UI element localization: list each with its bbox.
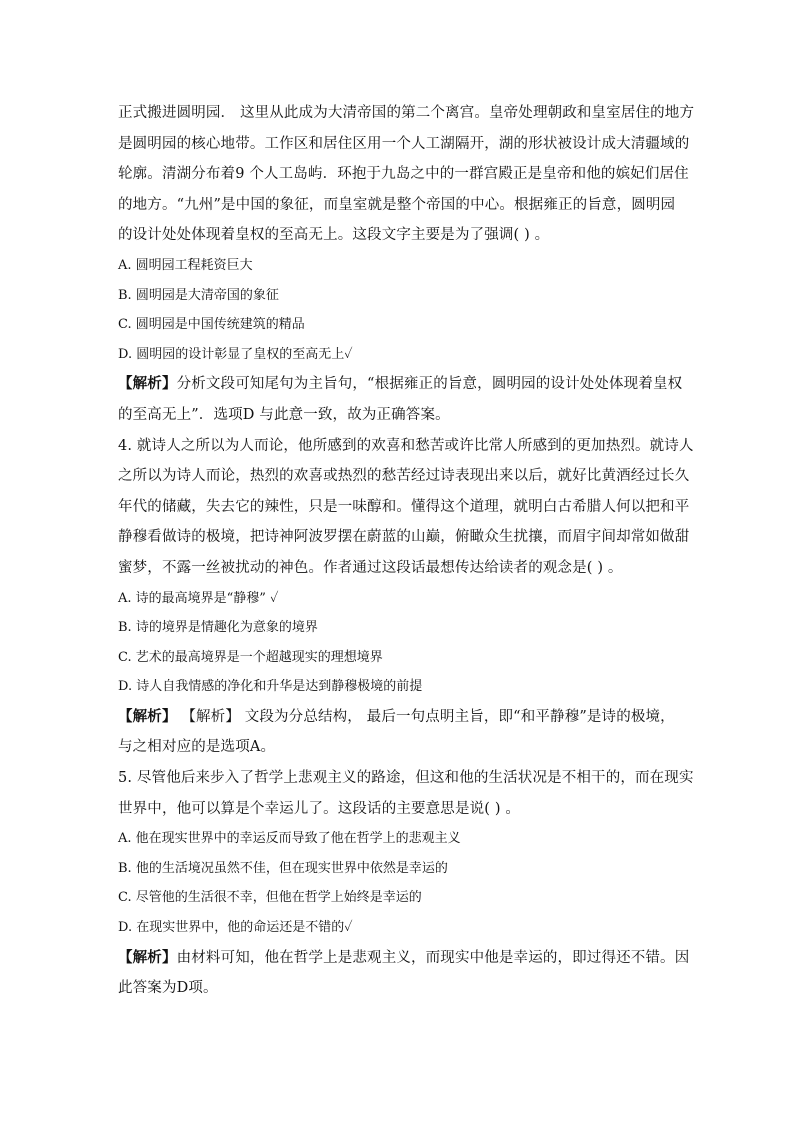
option-c: C. 尽管他的生活很不幸，但他在哲学上始终是幸运的 — [118, 890, 422, 906]
question-4-block — [118, 431, 694, 764]
text-line: 是圆明园的核心地带。工作区和居住区用一个人工湖隔开，湖的形状被设计成大清疆域的 — [118, 135, 690, 152]
analysis-line — [118, 369, 683, 400]
text-line: 的设计处处体现着皇权的至高无上。这段文字主要是为了强调( ) 。 — [118, 227, 550, 244]
text-line: 4. 就诗人之所以为人而论，他所感到的欢喜和愁苦或许比常人所感到的更加热烈。就诗人 — [118, 437, 694, 454]
text-line: 年代的储藏，失去它的辣性，只是一味醇和。懂得这个道理，就明白古希腊人何以把和平 — [118, 498, 690, 515]
question-3-block — [118, 98, 695, 431]
analysis-line — [118, 702, 678, 733]
option-c: C. 圆明园是中国传统建筑的精品 — [118, 317, 305, 333]
analysis-tag: 【解析】 — [118, 948, 177, 966]
option-a: A. 圆明园工程耗资巨大 — [118, 257, 253, 273]
question-5-block — [118, 763, 694, 1004]
option-d: D. 诗人自我情感的净化和升华是达到静穆极境的前提 — [118, 679, 423, 695]
analysis-tag: 【解析】 — [118, 707, 177, 725]
option-a: A. 诗的最高境界是“静穆” ✓ — [118, 590, 279, 606]
text-line: 静穆看做诗的极境，把诗神阿波罗摆在蔚蓝的山巅，俯瞰众生扰攘，而眉宇间却常如做甜 — [118, 529, 690, 546]
option-b: B. 他的生活境况虽然不佳，但在现实世界中依然是幸运的 — [118, 860, 448, 876]
document-page — [118, 98, 695, 1004]
option-b: B. 圆明园是大清帝国的象征 — [118, 287, 279, 303]
option-d: D. 在现实世界中，他的命运还是不错的✓ — [118, 920, 353, 936]
analysis-tag: 【解析】 — [118, 375, 177, 393]
text-line: 的地方。“九州”是中国的象征，而皇室就是整个帝国的中心。根据雍正的旨意，圆明园 — [118, 196, 676, 213]
text-line: 5. 尽管他后来步入了哲学上悲观主义的路途，但这和他的生活状况是不相干的，而在现实 — [118, 770, 694, 787]
analysis-line: 此答案为D项。 — [118, 980, 218, 997]
option-a: A. 他在现实世界中的幸运反而导致了他在哲学上的悲观主义 — [118, 831, 461, 847]
analysis-line — [118, 943, 690, 974]
option-d: D. 圆明园的设计彰显了皇权的至高无上✓ — [118, 346, 353, 362]
analysis-line: 与之相对应的是选项A。 — [118, 739, 276, 756]
text-line: 世界中，他可以算是个幸运儿了。这段话的主要意思是说( ) 。 — [118, 800, 521, 817]
analysis-line: 的至高无上”．选项D 与此意一致，故为正确答案。 — [118, 406, 450, 423]
analysis-text: 由材料可知，他在哲学上是悲观主义，而现实中他是幸运的，即过得还不错。因 — [176, 949, 690, 966]
analysis-text: 分析文段可知尾句为主旨句，“根据雍正的旨意，圆明园的设计处处体现着皇权 — [176, 376, 683, 393]
option-c: C. 艺术的最高境界是一个超越现实的理想境界 — [118, 649, 383, 665]
analysis-text: 【解析】 文段为分总结构， 最后一句点明主旨，即“和平静穆”是诗的极境， — [176, 708, 675, 725]
text-line: 蜜梦，不露一丝被扰动的神色。作者通过这段话最想传达给读者的观念是( ) 。 — [118, 559, 623, 576]
option-b: B. 诗的境界是情趣化为意象的境界 — [118, 620, 318, 636]
text-line: 之所以为诗人而论，热烈的欢喜或热烈的愁苦经过诗表现出来以后，就好比黄酒经过长久 — [118, 468, 690, 485]
text-line: 轮廓。清湖分布着9 个人工岛屿．环抱于九岛之中的一群宫殿正是皇帝和他的嫔妃们居住 — [118, 166, 689, 183]
text-line: 正式搬进圆明园． 这里从此成为大清帝国的第二个离宫。皇帝处理朝政和皇室居住的地方 — [118, 105, 695, 121]
